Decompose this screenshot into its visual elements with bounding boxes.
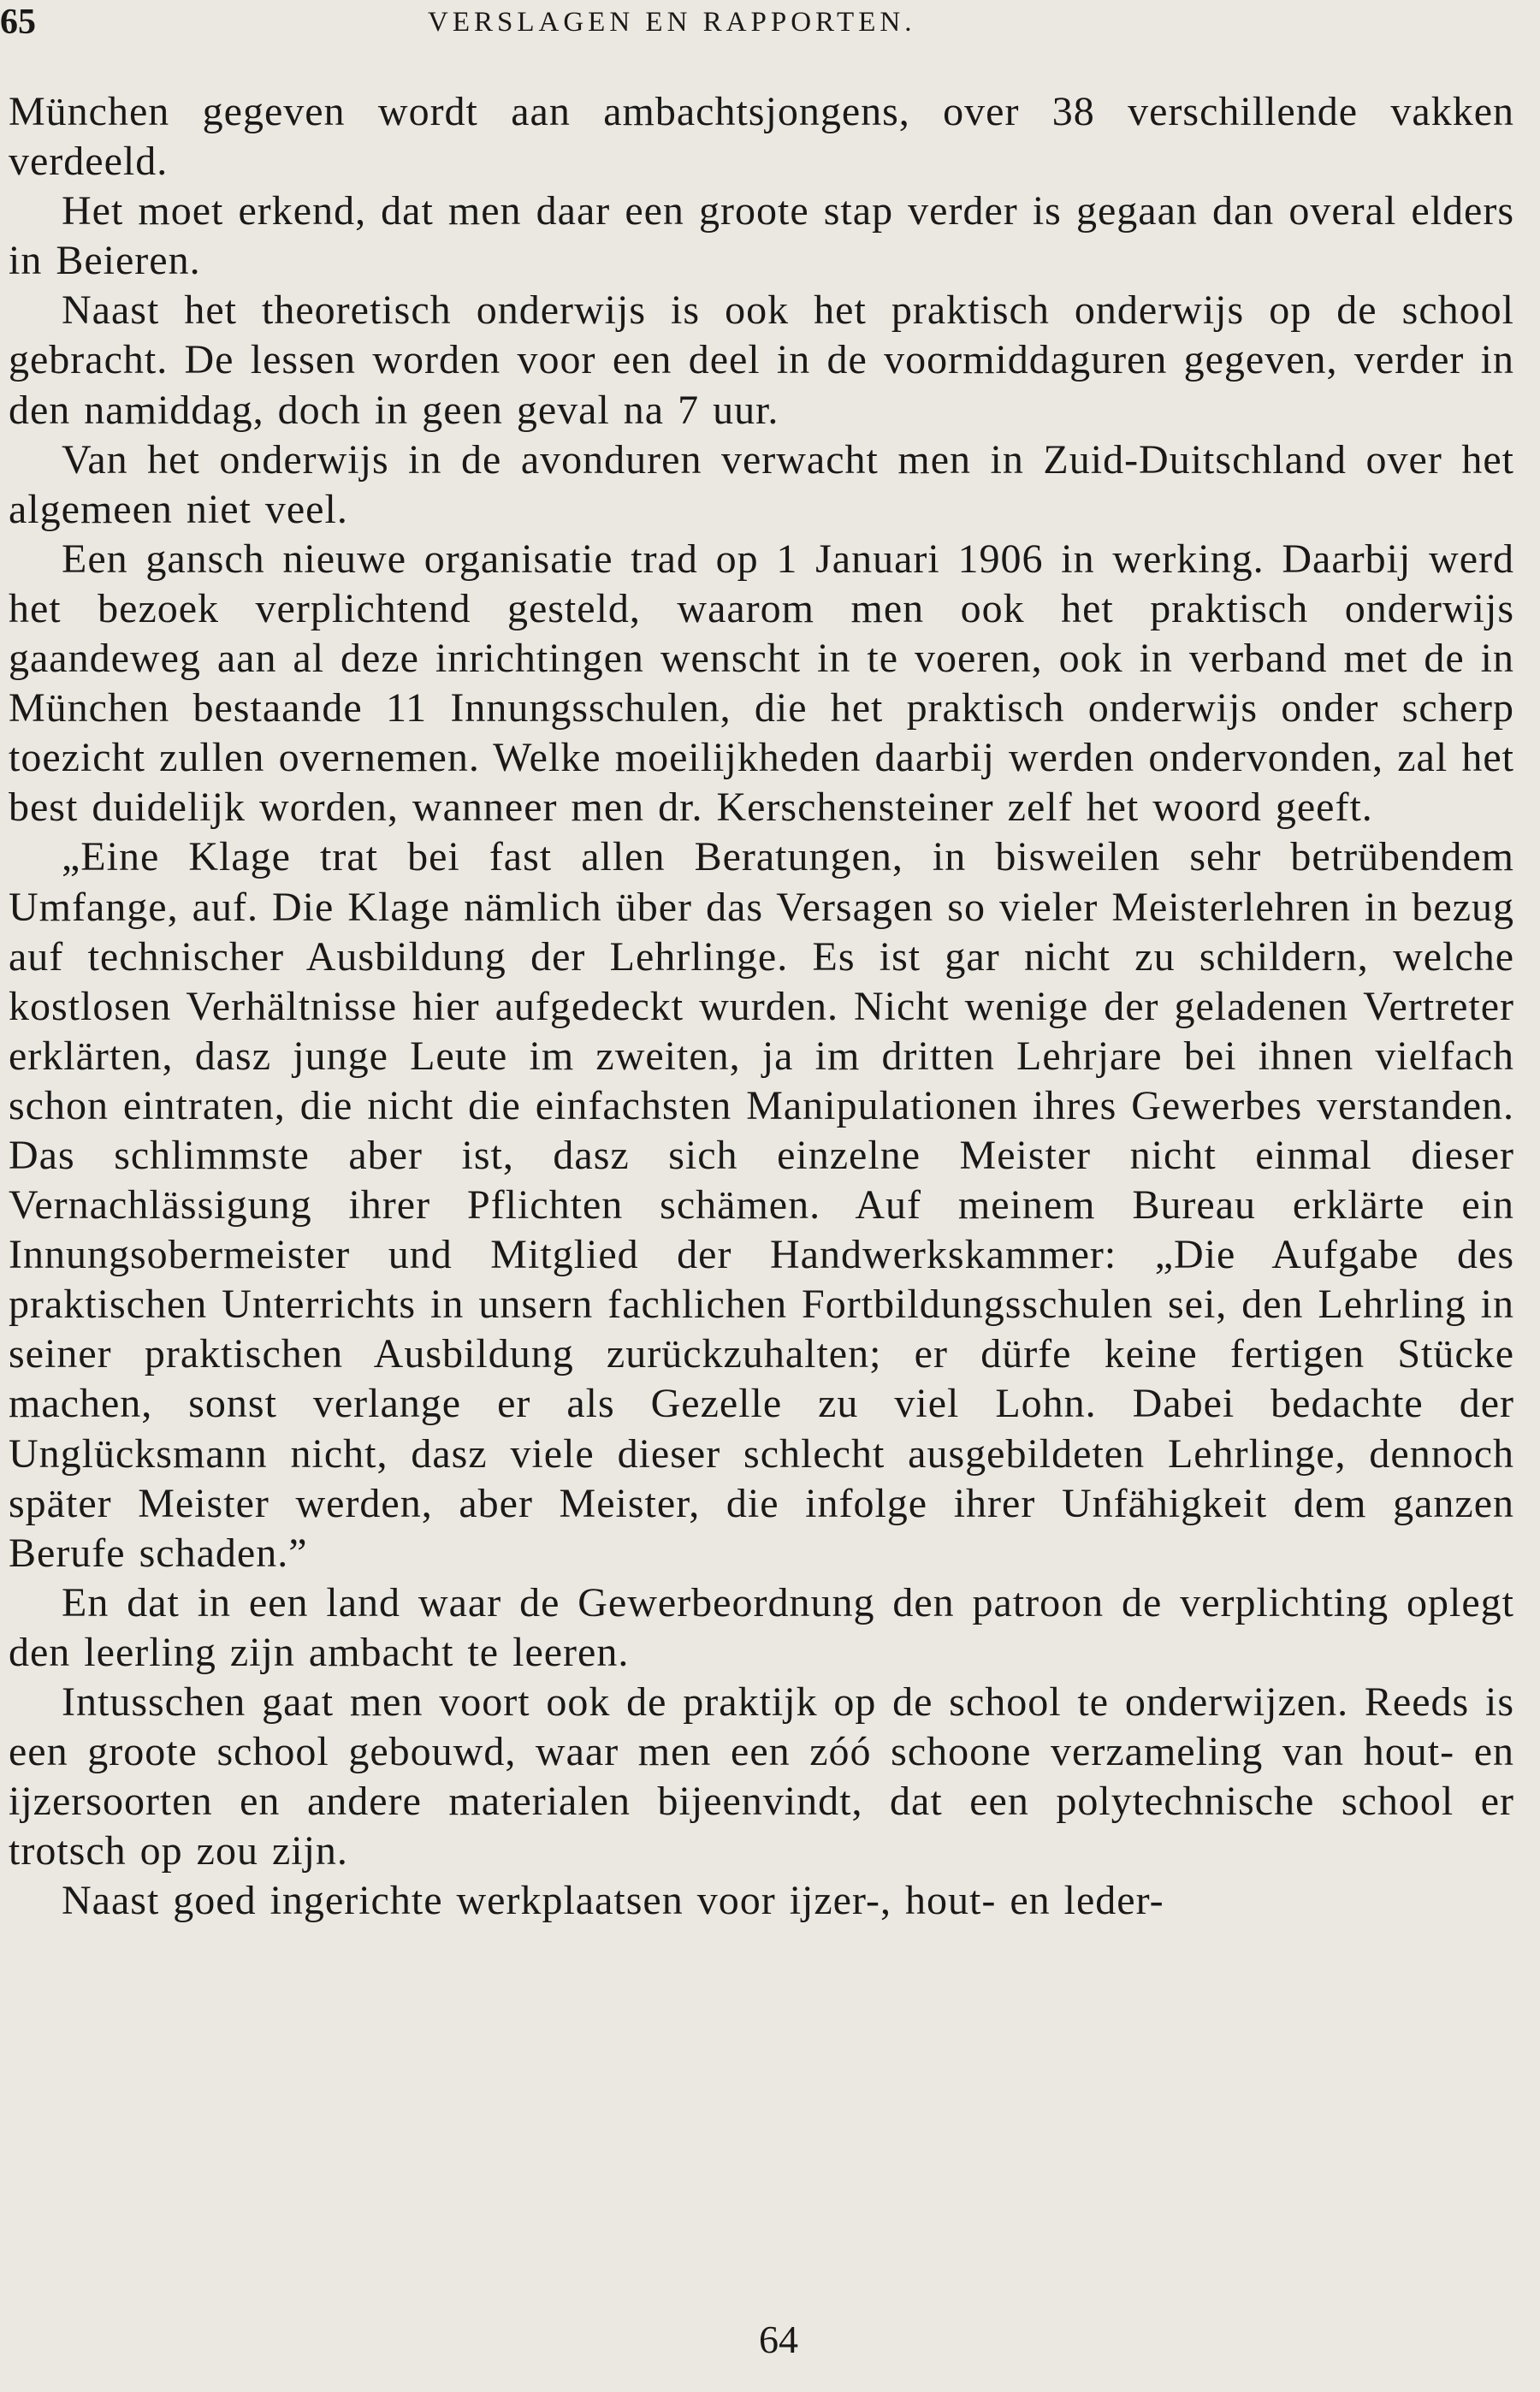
paragraph: Intusschen gaat men voort ook de praktijk op de school te onderwijzen. Reeds is een groote school gebouwd, waar men een zóó schoone verzameling van hout- en ijzersoorten en andere materialen bijeenvindt, dat een polytechnische school er trotsch op zou zijn.: [9, 1679, 1514, 1874]
paragraph: En dat in een land waar de Gewerbeordnung den patroon de verplichting oplegt den leerling zijn ambacht te leeren.: [9, 1579, 1514, 1675]
body-text: [9, 87, 1514, 1926]
paragraph-continuation: München gegeven wordt aan ambachtsjongens, over 38 verschillende vakken verdeeld.: [9, 89, 1514, 185]
running-header: [0, 0, 1540, 43]
paragraph: Naast het theoretisch onderwijs is ook het praktisch onderwijs op de school gebracht. De lessen worden voor een deel in de voormiddaguren gegeven, verder in den namiddag, doch in geen geval na 7 uur.: [9, 287, 1514, 433]
page-number-bottom: 64: [759, 2318, 798, 2361]
quoted-paragraph: „Eine Klage trat bei fast allen Beratungen, in bisweilen sehr betrübendem Umfange, auf. Die Klage nämlich über das Versagen so vieler Meisterlehren in bezug auf technischer Ausbildung der Lehrlinge. Es ist gar nicht zu schildern, welche kostlosen Verhältnisse hier aufgedeckt wurden. Nicht wenige der geladenen Vertreter erklärten, dasz junge Leute im zweiten, ja im dritten Lehrjare bei ihnen vielfach schon eintraten, die nicht die einfachsten Manipulationen ihres Gewerbes verstanden. Das schlimmste aber ist, dasz sich einzelne Meister nicht einmal dieser Vernachlässigung ihrer Pflichten schämen. Auf meinem Bureau erklärte ein Innungsobermeister und Mitglied der Handwerkskammer: „Die Aufgabe des praktischen Unterrichts in unsern fachlichen Fortbildungsschulen sei, den Lehrling in seiner praktischen Ausbildung zurückzuhalten; er dürfe keine fertigen Stücke machen, sonst verlange er als Gezelle zu viel Lohn. Dabei bedachte der Unglücksmann nicht, dasz viele dieser schlecht ausgebildeten Lehrlinge, dennoch später Meister werden, aber Meister, die infolge ihrer Unfähigkeit dem ganzen Berufe schaden.”: [9, 834, 1514, 1576]
paragraph: Een gansch nieuwe organisatie trad op 1 Januari 1906 in werking. Daarbij werd het bezoek verplichtend gesteld, waarom men ook het praktisch onderwijs gaandeweg aan al deze inrichtingen wenscht in te voeren, ook in verband met de in München bestaande 11 Innungsschulen, die het praktisch onderwijs onder scherp toezicht zullen overnemen. Welke moeilijkheden daarbij werden ondervonden, zal het best duidelijk worden, wanneer men dr. Kerschensteiner zelf het woord geeft.: [9, 536, 1514, 831]
paragraph: Het moet erkend, dat men daar een groote stap verder is gegaan dan overal elders in Beieren.: [9, 188, 1514, 284]
running-title: VERSLAGEN EN RAPPORTEN.: [428, 7, 916, 38]
paragraph-final-partial: Naast goed ingerichte werkplaatsen voor ijzer-, hout- en leder-: [62, 1878, 1164, 1924]
paragraph: Van het onderwijs in de avonduren verwacht men in Zuid-Duitschland over het algemeen niet veel.: [9, 436, 1514, 532]
page-number-top: 65: [0, 3, 36, 42]
